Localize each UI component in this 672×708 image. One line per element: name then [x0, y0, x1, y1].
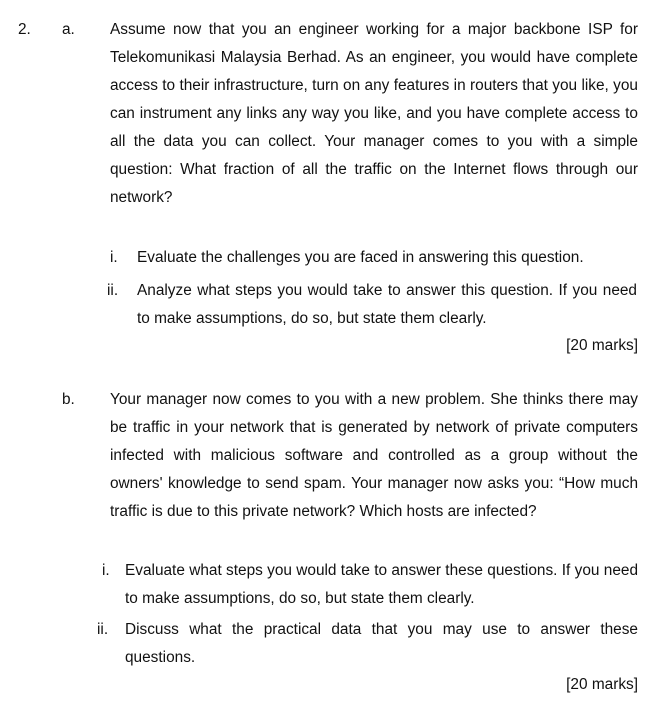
question-number: 2.: [18, 21, 31, 38]
part-a-subitem-ii-label: ii.: [107, 282, 119, 299]
part-a-subitem-i-label: i.: [110, 249, 118, 266]
part-b-subitem-i-text: Evaluate what steps you would take to answer these questions. If you need to make assumptions, do so, but state them clearly.: [125, 562, 638, 607]
part-a-subitem-ii-text: Analyze what steps you would take to answer this question. If you need to make assumptions, do so, but state them clearly.: [137, 282, 637, 327]
part-b-subitem-ii-label: ii.: [97, 621, 109, 638]
part-a-label: a.: [62, 21, 75, 38]
part-a-marks: [20 marks]: [566, 337, 638, 354]
part-a-text: Assume now that you an engineer working for a major backbone ISP for Telekomunikasi Malaysia Berhad. As an engineer, you would have complete access to their infrastructure, turn on any features in routers that you like, you can instrument any links any way you like, and you have complete access to all the data you can collect. Your manager comes to you with a simple question: What fraction of all the traffic on the Internet flows through our network?: [110, 21, 638, 206]
part-b-text: Your manager now comes to you with a new problem. She thinks there may be traffic in your network that is generated by network of private computers infected with malicious software and controlled as a group without the owners' knowledge to send spam. Your manager now asks you: “How much traffic is due to this private network? Which hosts are infected?: [110, 391, 638, 520]
part-b-marks: [20 marks]: [566, 676, 638, 693]
part-b-subitem-ii-text: Discuss what the practical data that you may use to answer these questions.: [125, 621, 638, 666]
part-b-subitem-i-label: i.: [102, 562, 110, 579]
part-a-subitem-i-text: Evaluate the challenges you are faced in answering this question.: [137, 249, 584, 266]
part-b-label: b.: [62, 391, 75, 408]
